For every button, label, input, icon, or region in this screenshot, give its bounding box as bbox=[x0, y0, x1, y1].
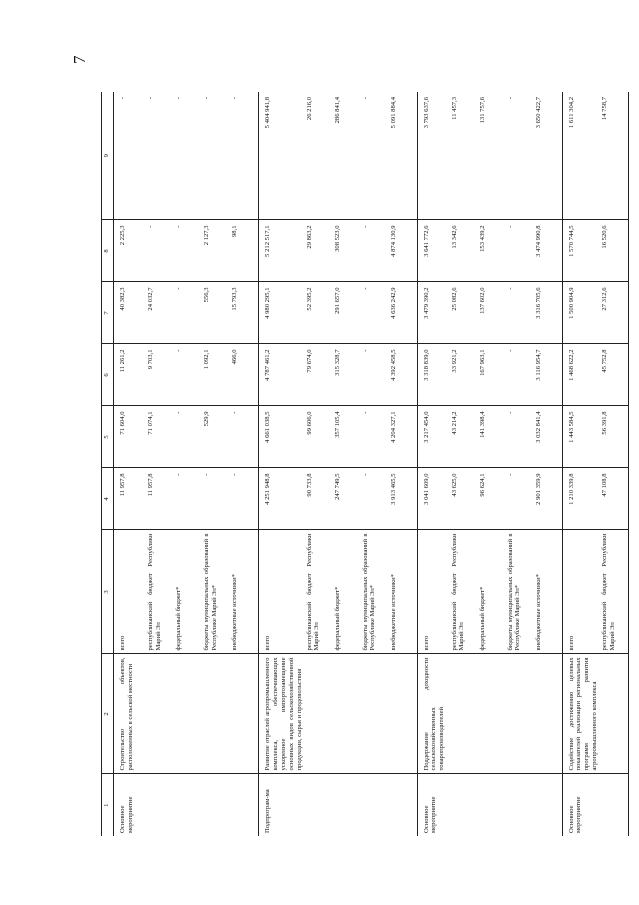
amount-cell: 16 520,6 bbox=[600, 220, 629, 282]
amount-cell: 13 342,6 bbox=[450, 220, 478, 282]
funding-source-cell: бюджеты муниципальных образований в Республике Марий Эл* bbox=[506, 530, 534, 654]
column-header: 8 bbox=[102, 220, 114, 282]
amount-cell: 5 212 517,1 bbox=[259, 220, 305, 282]
measure-type-cell: Подпрограм-ма bbox=[264, 789, 271, 833]
amount-cell: 3 913 465,5 bbox=[389, 468, 418, 530]
measure-type-cell: Основное мероприятие bbox=[422, 796, 438, 833]
funding-source-cell: внебюджетные источники* bbox=[230, 530, 259, 654]
amount-cell: - bbox=[114, 92, 147, 220]
amount-cell: 131 757,6 bbox=[478, 92, 506, 220]
funding-source-cell: республиканский бюджет Республики Марий Эл bbox=[450, 530, 478, 654]
measure-name-cell bbox=[534, 654, 563, 774]
amount-cell: 96 624,1 bbox=[478, 468, 506, 530]
amount-cell: - bbox=[230, 92, 259, 220]
amount-cell: 4 980 295,1 bbox=[259, 282, 305, 344]
amount-cell: 291 657,0 bbox=[333, 282, 361, 344]
measure-type-cell bbox=[389, 774, 418, 836]
measure-type-cell bbox=[202, 774, 230, 836]
amount-cell: 3 793 637,6 bbox=[417, 92, 450, 220]
amount-cell: - bbox=[361, 282, 389, 344]
amount-cell: 3 474 990,8 bbox=[534, 220, 563, 282]
amount-cell: - bbox=[361, 406, 389, 468]
amount-cell: - bbox=[174, 468, 202, 530]
amount-cell: 357 105,4 bbox=[333, 406, 361, 468]
table-row bbox=[534, 92, 563, 836]
amount-cell: 3 641 772,6 bbox=[417, 220, 450, 282]
measure-type-cell bbox=[146, 774, 174, 836]
amount-cell: 71 074,1 bbox=[146, 406, 174, 468]
funding-source-cell: внебюджетные источники* bbox=[534, 530, 563, 654]
measure-type-cell bbox=[534, 774, 563, 836]
amount-cell: 15 793,3 bbox=[230, 282, 259, 344]
amount-cell: 4 874 130,9 bbox=[389, 220, 418, 282]
amount-cell: 40 382,3 bbox=[114, 282, 147, 344]
measure-name-cell bbox=[600, 654, 629, 774]
amount-cell: 71 604,0 bbox=[114, 406, 147, 468]
column-header: 5 bbox=[102, 406, 114, 468]
amount-cell: 3 032 841,4 bbox=[534, 406, 563, 468]
amount-cell: 167 963,1 bbox=[478, 344, 506, 406]
amount-cell: 11 457,3 bbox=[450, 92, 478, 220]
amount-cell: - bbox=[361, 220, 389, 282]
measure-type-cell bbox=[174, 774, 202, 836]
amount-cell: - bbox=[230, 406, 259, 468]
amount-cell: 3 479 390,2 bbox=[417, 282, 450, 344]
measure-type-cell bbox=[600, 774, 629, 836]
amount-cell: 29 863,2 bbox=[305, 220, 333, 282]
column-header: 7 bbox=[102, 282, 114, 344]
amount-cell: - bbox=[506, 282, 534, 344]
amount-cell: 3 318 839,0 bbox=[417, 344, 450, 406]
funding-source-cell: всего bbox=[259, 530, 305, 654]
measure-name-cell bbox=[230, 654, 259, 774]
table-row bbox=[600, 92, 629, 836]
amount-cell: 4 392 458,5 bbox=[389, 344, 418, 406]
amount-cell: 3 041 609,0 bbox=[417, 468, 450, 530]
column-header: 4 bbox=[102, 468, 114, 530]
amount-cell: 4 204 327,1 bbox=[389, 406, 418, 468]
amount-cell: 3 650 422,7 bbox=[534, 92, 563, 220]
measure-name-cell bbox=[506, 654, 534, 774]
measure-type-cell bbox=[506, 774, 534, 836]
amount-cell: 2 225,3 bbox=[114, 220, 147, 282]
measure-name-cell bbox=[305, 654, 333, 774]
measure-type-cell bbox=[478, 774, 506, 836]
amount-cell: 99 606,0 bbox=[305, 406, 333, 468]
table-row bbox=[230, 92, 259, 836]
amount-cell: - bbox=[361, 344, 389, 406]
amount-cell: 153 439,2 bbox=[478, 220, 506, 282]
measure-name-cell: Содействие достижению целевых показателей реализации региональных программ развития агропромышленного комплекса bbox=[562, 654, 600, 774]
amount-cell: 1 500 904,9 bbox=[562, 282, 600, 344]
amount-cell: - bbox=[174, 282, 202, 344]
amount-cell: 25 082,6 bbox=[450, 282, 478, 344]
table-row bbox=[361, 92, 389, 836]
amount-cell: 33 921,2 bbox=[450, 344, 478, 406]
amount-cell: 315 328,7 bbox=[333, 344, 361, 406]
amount-cell: - bbox=[230, 468, 259, 530]
amount-cell: - bbox=[506, 344, 534, 406]
amount-cell: 1 210 339,8 bbox=[562, 468, 600, 530]
column-header: 1 bbox=[102, 774, 114, 836]
amount-cell: 137 602,0 bbox=[478, 282, 506, 344]
amount-cell: 11 957,8 bbox=[114, 468, 147, 530]
measure-name-cell bbox=[174, 654, 202, 774]
table-body bbox=[114, 92, 629, 836]
measure-name-cell: Развитие отраслей агропромышленного комплекса, обеспечивающих ускоренное импортозамещение основных видов сельскохозяйственной продукции, сырья и продовольствия bbox=[259, 654, 305, 774]
measure-name-cell bbox=[478, 654, 506, 774]
amount-cell: 5 091 884,4 bbox=[389, 92, 418, 220]
amount-cell: 9 703,1 bbox=[146, 344, 174, 406]
amount-cell: 47 108,8 bbox=[600, 468, 629, 530]
amount-cell: 43 214,2 bbox=[450, 406, 478, 468]
table-row bbox=[259, 92, 305, 836]
amount-cell: 4 787 461,2 bbox=[259, 344, 305, 406]
funding-source-cell: всего bbox=[114, 530, 147, 654]
table-row bbox=[450, 92, 478, 836]
amount-cell: 2 901 359,9 bbox=[534, 468, 563, 530]
measure-type-cell bbox=[333, 774, 361, 836]
amount-cell: 1 570 744,5 bbox=[562, 220, 600, 282]
amount-cell: - bbox=[174, 220, 202, 282]
amount-cell: 11 957,8 bbox=[146, 468, 174, 530]
amount-cell: 26 216,0 bbox=[305, 92, 333, 220]
amount-cell: - bbox=[146, 220, 174, 282]
measure-name-cell bbox=[361, 654, 389, 774]
amount-cell: - bbox=[361, 92, 389, 220]
amount-cell: 1 611 304,2 bbox=[562, 92, 600, 220]
funding-source-cell: федеральный бюджет* bbox=[174, 530, 202, 654]
funding-source-cell: всего bbox=[417, 530, 450, 654]
amount-cell: - bbox=[146, 92, 174, 220]
funding-source-cell: республиканский бюджет Республики Марий Эл bbox=[146, 530, 174, 654]
amount-cell: 3 316 705,6 bbox=[534, 282, 563, 344]
amount-cell: 45 752,8 bbox=[600, 344, 629, 406]
amount-cell: 27 312,6 bbox=[600, 282, 629, 344]
amount-cell: 308 523,0 bbox=[333, 220, 361, 282]
table-row bbox=[478, 92, 506, 836]
amount-cell: - bbox=[202, 468, 230, 530]
amount-cell: 79 674,0 bbox=[305, 344, 333, 406]
budget-table bbox=[101, 92, 629, 836]
funding-source-cell: федеральный бюджет* bbox=[333, 530, 361, 654]
amount-cell: - bbox=[506, 92, 534, 220]
amount-cell: - bbox=[174, 406, 202, 468]
table-row bbox=[305, 92, 333, 836]
amount-cell: 90 733,8 bbox=[305, 468, 333, 530]
amount-cell: 2 127,3 bbox=[202, 220, 230, 282]
amount-cell: 141 398,4 bbox=[478, 406, 506, 468]
amount-cell: 56 391,8 bbox=[600, 406, 629, 468]
funding-source-cell: республиканский бюджет Республики Марий Эл bbox=[305, 530, 333, 654]
funding-source-cell: всего bbox=[562, 530, 600, 654]
amount-cell: 4 636 242,9 bbox=[389, 282, 418, 344]
measure-name-cell: Строительство объектов, расположенных в сельской местности bbox=[114, 654, 147, 774]
page-number: 7 bbox=[70, 55, 89, 64]
table-row bbox=[174, 92, 202, 836]
amount-cell: 1 443 584,5 bbox=[562, 406, 600, 468]
amount-cell: 4 251 948,8 bbox=[259, 468, 305, 530]
amount-cell: 3 116 954,7 bbox=[534, 344, 563, 406]
funding-source-cell: бюджеты муниципальных образований в Республике Марий Эл* bbox=[361, 530, 389, 654]
table-row bbox=[417, 92, 450, 836]
amount-cell: - bbox=[506, 468, 534, 530]
funding-source-cell: бюджеты муниципальных образований в Республике Марий Эл* bbox=[202, 530, 230, 654]
measure-name-cell bbox=[450, 654, 478, 774]
amount-cell: 43 625,0 bbox=[450, 468, 478, 530]
amount-cell: - bbox=[174, 344, 202, 406]
amount-cell: 5 404 941,8 bbox=[259, 92, 305, 220]
amount-cell: - bbox=[174, 92, 202, 220]
amount-cell: 556,3 bbox=[202, 282, 230, 344]
measure-type-cell bbox=[361, 774, 389, 836]
measure-type-cell bbox=[305, 774, 333, 836]
table-row bbox=[506, 92, 534, 836]
amount-cell: 14 758,7 bbox=[600, 92, 629, 220]
table-row bbox=[202, 92, 230, 836]
measure-name-cell bbox=[389, 654, 418, 774]
measure-type-cell bbox=[230, 774, 259, 836]
column-header: 2 bbox=[102, 654, 114, 774]
table-header-row bbox=[102, 92, 114, 836]
funding-source-cell: внебюджетные источники* bbox=[389, 530, 418, 654]
amount-cell: 52 395,2 bbox=[305, 282, 333, 344]
amount-cell: - bbox=[506, 406, 534, 468]
column-header: 9 bbox=[102, 92, 114, 220]
amount-cell: 24 032,7 bbox=[146, 282, 174, 344]
amount-cell: 11 261,2 bbox=[114, 344, 147, 406]
measure-type-cell: Основное мероприятие bbox=[119, 796, 134, 833]
column-header: 6 bbox=[102, 344, 114, 406]
funding-source-cell: республиканский бюджет Республики Марий Эл bbox=[600, 530, 629, 654]
measure-name-cell bbox=[333, 654, 361, 774]
measure-name-cell bbox=[202, 654, 230, 774]
amount-cell: 247 749,5 bbox=[333, 468, 361, 530]
amount-cell: - bbox=[361, 468, 389, 530]
amount-cell: 286 841,4 bbox=[333, 92, 361, 220]
amount-cell: 1 468 622,2 bbox=[562, 344, 600, 406]
column-header: 3 bbox=[102, 530, 114, 654]
measure-name-cell bbox=[146, 654, 174, 774]
amount-cell: 1 092,1 bbox=[202, 344, 230, 406]
measure-type-cell bbox=[450, 774, 478, 836]
measure-name-cell: Поддержание доходности сельскохозяйственных товаропроизводителей bbox=[417, 654, 450, 774]
amount-cell: 466,0 bbox=[230, 344, 259, 406]
table-row bbox=[562, 92, 600, 836]
table-row bbox=[333, 92, 361, 836]
table-row bbox=[389, 92, 418, 836]
table-row bbox=[114, 92, 147, 836]
measure-type-cell: Основное мероприятие bbox=[567, 796, 583, 833]
amount-cell: - bbox=[506, 220, 534, 282]
amount-cell: 529,9 bbox=[202, 406, 230, 468]
amount-cell: - bbox=[202, 92, 230, 220]
amount-cell: 98,1 bbox=[230, 220, 259, 282]
amount-cell: 4 661 038,5 bbox=[259, 406, 305, 468]
budget-table-sheet bbox=[101, 92, 622, 836]
table-row bbox=[146, 92, 174, 836]
amount-cell: 3 217 454,0 bbox=[417, 406, 450, 468]
funding-source-cell: федеральный бюджет* bbox=[478, 530, 506, 654]
